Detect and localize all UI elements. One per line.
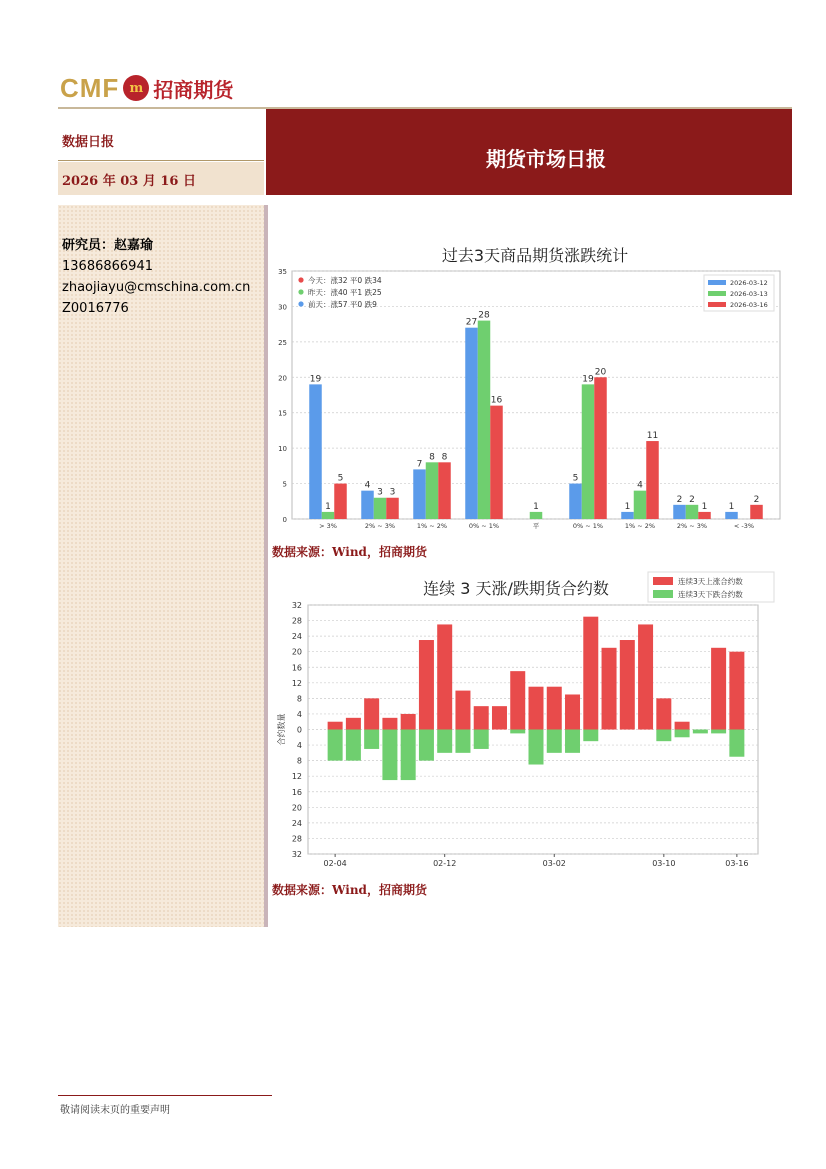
chart2-ytick-label: 32	[291, 850, 302, 859]
chart1-bar	[478, 321, 491, 519]
logo-text-en: CMF	[60, 72, 120, 103]
chart2-ytick-label: 24	[291, 632, 302, 642]
chart1-annotation-dot	[298, 301, 303, 306]
chart2-bar-up	[364, 698, 379, 729]
chart2-bar-down	[675, 730, 690, 738]
chart1-ytick-label: 25	[278, 338, 287, 347]
chart1-annotation-dot	[298, 277, 303, 282]
chart1-legend-label: 2026-03-16	[730, 301, 768, 309]
chart1-data-label: 4	[637, 480, 643, 491]
analyst-sidebar	[58, 205, 264, 927]
chart1-bar	[361, 491, 374, 519]
chart1-bar	[438, 462, 451, 519]
sidebar-divider	[264, 205, 268, 927]
chart1-data-label: 16	[490, 395, 503, 406]
chart1-legend-label: 2026-03-13	[730, 290, 768, 298]
chart1-ytick-label: 10	[278, 445, 287, 454]
chart2-bar-up	[328, 722, 343, 730]
chart1-bar	[374, 498, 387, 519]
chart1-bar	[386, 498, 399, 519]
chart2-bar-down	[346, 730, 361, 761]
logo-badge-icon: m	[123, 75, 149, 101]
chart-updown-stats	[270, 236, 790, 536]
chart2-bar-down	[711, 730, 726, 734]
chart1-xtick-label: 2% ~ 3%	[676, 522, 708, 530]
chart1-ytick-label: 30	[278, 303, 287, 312]
chart2-ytick-label: 0	[296, 725, 302, 735]
chart1-ytick-label: 35	[278, 268, 287, 276]
chart2-xtick-label: 03-10	[652, 859, 676, 868]
chart2-bar-down	[401, 730, 416, 781]
chart2-ytick-label: 24	[291, 818, 302, 828]
chart2-bar-up	[455, 691, 470, 730]
analyst-email: zhaojiayu@cmschina.com.cn	[62, 280, 251, 295]
chart1-ytick-label: 5	[282, 480, 287, 489]
chart1-data-label: 1	[325, 501, 331, 512]
chart2-bar-down	[693, 730, 708, 734]
chart1-legend-swatch	[708, 302, 726, 307]
chart1-data-label: 28	[478, 310, 490, 321]
chart1-bar	[334, 484, 347, 519]
chart1-data-label: 8	[441, 452, 448, 463]
chart2-bar-down	[547, 730, 562, 753]
chart2-ytick-label: 20	[291, 647, 302, 657]
chart2-xtick-label: 03-02	[542, 859, 566, 868]
chart-consecutive-contracts	[270, 568, 790, 874]
chart2-bar-down	[328, 730, 343, 761]
chart2-bar-up	[529, 687, 544, 730]
chart2-bar-up	[437, 624, 452, 729]
chart1-data-label: 4	[364, 480, 371, 491]
chart1-bar	[621, 512, 634, 519]
analyst-license: Z0016776	[62, 301, 129, 316]
chart2-bar-up	[675, 722, 690, 730]
date-band	[58, 162, 264, 195]
chart1-data-label: 5	[572, 473, 579, 484]
chart2-legend-label: 连续3天下跌合约数	[678, 590, 743, 599]
chart1-bar	[646, 441, 659, 519]
chart1-bar	[698, 512, 711, 519]
chart2-xtick-label: 02-12	[433, 859, 457, 868]
chart1-data-label: 2	[676, 494, 683, 505]
chart1-xtick-label: 1% ~ 2%	[416, 522, 448, 530]
meta-divider	[58, 160, 264, 161]
chart2-bar-down	[364, 730, 379, 749]
brand-logo	[60, 72, 233, 104]
chart2-bar-down	[419, 730, 434, 761]
chart2-ytick-label: 8	[296, 756, 302, 766]
chart1-bar	[750, 505, 763, 519]
chart2-bar-up	[565, 694, 580, 729]
chart2-title: 连续 3 天涨/跌期货合约数	[423, 579, 609, 598]
chart2-bar-up	[401, 714, 416, 730]
chart2-xtick-label: 02-04	[323, 859, 347, 868]
title-band	[266, 109, 792, 195]
chart2-ytick-label: 4	[296, 741, 302, 751]
chart1-title: 过去3天商品期货涨跌统计	[441, 246, 629, 265]
chart2-bar-up	[419, 640, 434, 729]
chart2-ylabel: 合约数量	[277, 713, 286, 746]
chart1-bar	[465, 328, 478, 519]
chart1-bar	[725, 512, 738, 519]
chart2-bar-down	[455, 730, 470, 753]
chart2-bar-up	[638, 624, 653, 729]
chart1-data-label: 19	[309, 374, 322, 385]
chart2-bar-up	[474, 706, 489, 729]
chart2-bar-down	[565, 730, 580, 753]
chart2-bar-up	[620, 640, 635, 729]
chart2-ytick-label: 28	[291, 616, 302, 626]
analyst-name: 研究员：赵嘉瑜	[62, 238, 154, 253]
chart1-data-label: 1	[728, 501, 735, 512]
chart1-bar	[309, 384, 322, 519]
chart1-bar	[594, 377, 607, 519]
chart2-bar-down	[437, 730, 452, 753]
chart1-bar	[530, 512, 543, 519]
chart2-bar-up	[583, 617, 598, 730]
chart1-bar	[490, 406, 503, 519]
chart1-data-label: 8	[429, 452, 435, 463]
chart1-annotation-dot	[298, 289, 303, 294]
chart2-bar-down	[474, 730, 489, 749]
report-meta	[58, 109, 264, 195]
chart1-bar	[634, 491, 647, 519]
chart1-annotation: 昨天：涨40 平1 跌25	[308, 288, 382, 297]
chart1-xtick-label: 1% ~ 2%	[624, 522, 656, 530]
chart2-ytick-label: 4	[296, 709, 302, 719]
chart2-bar-up	[346, 718, 361, 730]
chart2-bar-down	[656, 730, 671, 742]
chart2-ytick-label: 32	[291, 601, 302, 610]
chart2-bar-down	[529, 730, 544, 765]
chart2-legend-swatch	[653, 577, 673, 585]
footer-disclaimer: 敬请阅读末页的重要声明	[60, 1105, 170, 1116]
chart1-annotation: 前天：涨57 平0 跌9	[308, 300, 377, 309]
chart1-xtick-label: 0% ~ 1%	[572, 522, 604, 530]
chart1-source: 数据来源：Wind，招商期货	[272, 545, 427, 559]
chart1-data-label: 5	[337, 473, 344, 484]
chart2-ytick-label: 12	[291, 678, 302, 688]
chart1-data-label: 11	[646, 431, 659, 442]
chart1-ytick-label: 20	[278, 374, 287, 383]
logo-text-cn: 招商期货	[153, 77, 234, 102]
chart2-ytick-label: 16	[291, 787, 302, 797]
report-category: 数据日报	[62, 135, 115, 150]
chart2-bar-up	[510, 671, 525, 729]
chart1-data-label: 1	[701, 501, 708, 512]
chart1-bar	[322, 512, 335, 519]
chart1-bar	[686, 505, 699, 519]
chart1-data-label: 1	[624, 501, 631, 512]
chart2-ytick-label: 12	[291, 772, 302, 782]
chart1-legend-swatch	[708, 291, 726, 296]
chart2-bar-up	[492, 706, 507, 729]
chart1-bar	[426, 462, 439, 519]
chart1-ytick-label: 0	[282, 516, 287, 524]
chart2-ytick-label: 8	[296, 694, 302, 704]
chart1-bar	[673, 505, 686, 519]
chart2-legend-swatch	[653, 590, 673, 598]
report-date: 2026 年 03 月 16 日	[62, 174, 196, 189]
chart2-bar-up	[382, 718, 397, 730]
chart2-bar-up	[602, 648, 617, 730]
chart2-source: 数据来源：Wind，招商期货	[272, 883, 427, 897]
analyst-info	[62, 235, 250, 319]
chart1-data-label: 19	[582, 374, 594, 385]
report-title: 期货市场日报	[486, 147, 606, 171]
chart1-bar	[582, 384, 595, 519]
chart1-data-label: 3	[389, 487, 396, 498]
chart2-bar-up	[547, 687, 562, 730]
chart2-bar-down	[583, 730, 598, 742]
chart2-bar-down	[510, 730, 525, 734]
chart1-xtick-label: 平	[532, 522, 540, 530]
chart1-data-label: 1	[533, 501, 539, 512]
analyst-phone: 13686866941	[62, 259, 153, 274]
chart2-xtick-label: 03-16	[725, 859, 749, 868]
chart1-legend-swatch	[708, 280, 726, 285]
chart1-annotation: 今天：涨32 平0 跌34	[308, 276, 382, 285]
chart1-ytick-label: 15	[278, 409, 287, 418]
chart1-xtick-label: < -3%	[733, 522, 755, 530]
chart2-legend-label: 连续3天上涨合约数	[678, 577, 743, 586]
chart2-bar-down	[729, 730, 744, 757]
chart1-data-label: 7	[416, 459, 423, 470]
chart2-bar-up	[729, 652, 744, 730]
footer-divider	[58, 1095, 272, 1096]
chart1-data-label: 3	[377, 487, 383, 498]
chart1-xtick-label: 2% ~ 3%	[364, 522, 396, 530]
chart1-bar	[413, 469, 426, 519]
chart1-xtick-label: > 3%	[319, 522, 337, 530]
chart1-data-label: 2	[753, 494, 760, 505]
chart2-ytick-label: 20	[291, 803, 302, 813]
chart1-data-label: 20	[594, 367, 607, 378]
chart2-bar-down	[382, 730, 397, 781]
chart1-legend-label: 2026-03-12	[730, 279, 768, 287]
chart1-data-label: 2	[689, 494, 695, 505]
chart1-data-label: 27	[465, 317, 478, 328]
chart2-ytick-label: 28	[291, 834, 302, 844]
chart2-bar-up	[656, 698, 671, 729]
chart1-xtick-label: 0% ~ 1%	[468, 522, 500, 530]
chart2-bar-up	[711, 648, 726, 730]
chart1-bar	[569, 484, 582, 519]
chart2-ytick-label: 16	[291, 663, 302, 673]
